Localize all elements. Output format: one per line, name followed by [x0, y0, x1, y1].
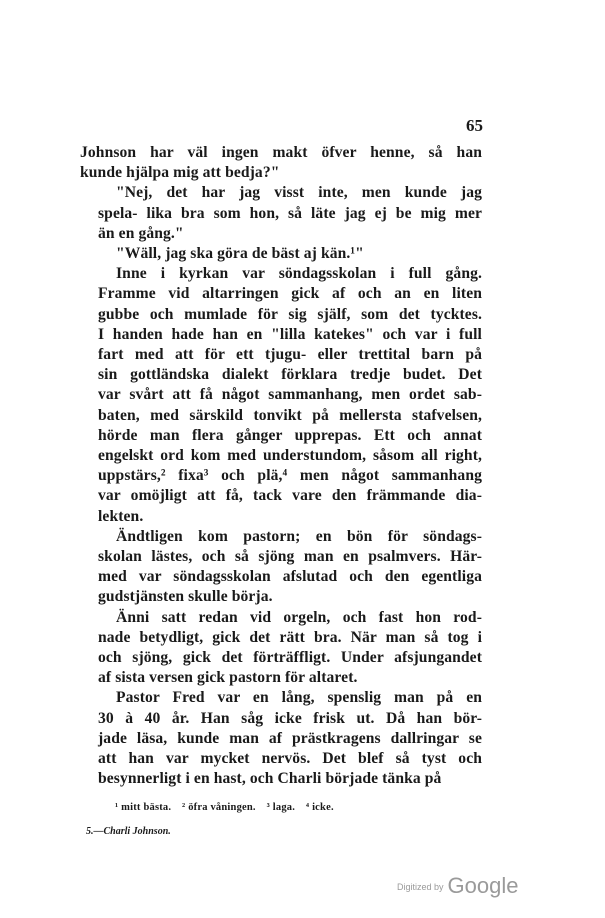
text-line: sin gottländska dialekt förklara tredje budet. Det	[98, 366, 482, 384]
text-line: kunde hjälpa mig att bedja?"	[80, 164, 280, 182]
text-line: af sista versen gick pastorn för altaret.	[98, 669, 358, 687]
text-line: uppstärs,² fixa³ och plä,⁴ men något sammanhang	[98, 467, 482, 485]
text-line: Änni satt redan vid orgeln, och fast hon rod-	[116, 608, 482, 626]
text-line: gubbe och mumlade för sig själf, som det tycktes.	[98, 305, 482, 323]
text-line: med var söndagsskolan afslutad och den egentliga	[98, 568, 482, 586]
google-logo: Google	[447, 873, 519, 898]
text-line: fart med att för ett tjugu- eller trettital barn på	[98, 346, 482, 364]
text-line: skolan lästes, och så sjöng man en psalmvers. Här-	[98, 548, 482, 566]
text-line: 30 à 40 år. Han såg icke frisk ut. Då han bör-	[98, 709, 482, 727]
text-line: "Nej, det har jag visst inte, men kunde jag	[116, 184, 482, 202]
text-line: och sjöng, gick det förträffligt. Under afsjungandet	[98, 649, 482, 667]
text-line: Framme vid altarringen gick af och an en liten	[98, 285, 482, 303]
paragraph	[80, 264, 482, 527]
text-line: jade läsa, kunde man af prästkragens dallringar se	[98, 729, 482, 747]
text-line: "Wäll, jag ska göra de bäst aj kän.¹"	[116, 245, 364, 263]
paragraph	[80, 183, 482, 244]
text-line: Pastor Fred var en lång, spenslig man på en	[116, 689, 482, 707]
text-line: hörde man flera gånger upprepas. Ett och annat	[98, 426, 482, 444]
paragraph	[80, 527, 482, 608]
text-line: var omöjligt att få, tack vare den främmande dia-	[98, 487, 482, 505]
text-line: baten, med särskild tonvikt på mellersta stafvelsen,	[98, 406, 482, 424]
text-line: var svårt att få något sammanhang, men ordet sab-	[98, 386, 482, 404]
paragraph	[80, 688, 482, 789]
text-line: I handen hade han en "lilla katekes" och var i full	[98, 325, 482, 343]
paragraph	[80, 143, 482, 183]
text-line: än en gång."	[98, 224, 184, 242]
text-line: lekten.	[98, 507, 144, 525]
text-line: gudstjänsten skulle börja.	[98, 588, 273, 606]
text-line: nade betydligt, gick det rätt bra. När man så tog i	[98, 628, 482, 646]
text-line: spela- lika bra som hon, så läte jag ej be mig mer	[98, 204, 482, 222]
digitized-watermark	[397, 873, 518, 899]
text-line: besynnerligt i en hast, och Charli började tänka på	[98, 770, 442, 788]
body-text	[80, 143, 482, 790]
footnote: ² öfra våningen.	[182, 802, 256, 813]
page-number: 65	[466, 116, 483, 135]
text-line: Inne i kyrkan var söndagsskolan i full gång.	[116, 265, 482, 283]
text-line: engelskt ord kom med understundom, såsom all right,	[98, 447, 482, 465]
text-line: att han var mycket nervös. Det blef så tyst och	[98, 750, 482, 768]
footnote: ¹ mitt bästa.	[115, 802, 172, 813]
footnote: ⁴ icke.	[305, 802, 334, 813]
paragraph	[80, 608, 482, 689]
footnotes	[115, 802, 342, 813]
text-line: Ändtligen kom pastorn; en bön för söndags-	[116, 527, 482, 545]
paragraph	[80, 244, 482, 264]
text-line: Johnson har väl ingen makt öfver henne, så han	[80, 144, 482, 161]
signature-mark: 5.—Charli Johnson.	[86, 826, 171, 837]
footnote: ³ laga.	[266, 802, 296, 813]
watermark-prefix: Digitized by	[397, 882, 444, 892]
